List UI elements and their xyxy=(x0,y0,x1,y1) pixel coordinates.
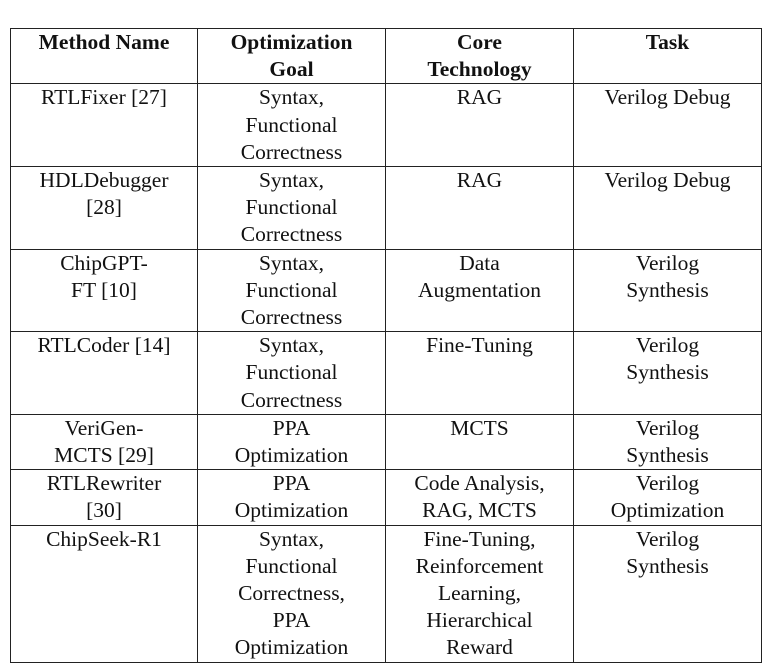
cell-text: Fine-Tuning, xyxy=(423,526,536,551)
cell-text: Functional xyxy=(245,112,338,137)
cell-text: Fine-Tuning xyxy=(426,333,533,358)
cell-text: VeriGen- xyxy=(64,415,144,440)
cell-text: RAG xyxy=(456,85,503,110)
table-row xyxy=(11,414,762,469)
cell-text: Syntax, xyxy=(258,85,325,110)
cell-text: PPA xyxy=(272,608,311,633)
cell-task xyxy=(574,470,762,525)
cell-text: HDLDebugger xyxy=(39,168,169,193)
table-row xyxy=(11,470,762,525)
cell-method-name xyxy=(11,84,198,167)
cell-text: Correctness, xyxy=(238,581,345,606)
cell-text: Hierarchical xyxy=(426,608,533,633)
header-task xyxy=(574,29,762,84)
cell-optimization-goal xyxy=(198,249,386,332)
cell-text: MCTS xyxy=(450,415,509,440)
header-optimization-goal xyxy=(198,29,386,84)
cell-text: Learning, xyxy=(438,581,521,606)
table-body xyxy=(11,84,762,662)
cell-text: Optimization xyxy=(234,635,349,660)
cell-core-technology xyxy=(386,167,574,250)
cell-method-name xyxy=(11,249,198,332)
cell-text: Functional xyxy=(245,360,338,385)
header-text: Goal xyxy=(269,57,314,82)
header-text: Method Name xyxy=(38,30,170,54)
cell-text: FT [10] xyxy=(71,277,137,302)
cell-method-name xyxy=(11,525,198,662)
cell-method-name xyxy=(11,167,198,250)
cell-text: ChipGPT- xyxy=(60,250,148,275)
cell-text: Reward xyxy=(446,635,513,660)
header-text: Task xyxy=(645,30,690,54)
cell-text: Syntax, xyxy=(258,168,325,193)
header-core-technology xyxy=(386,29,574,84)
cell-task xyxy=(574,84,762,167)
header-text: Optimization xyxy=(230,30,353,54)
cell-optimization-goal xyxy=(198,84,386,167)
table-row xyxy=(11,249,762,332)
cell-text: Synthesis xyxy=(626,553,709,578)
cell-core-technology xyxy=(386,470,574,525)
cell-text: Synthesis xyxy=(626,277,709,302)
cell-core-technology xyxy=(386,332,574,415)
cell-text: PPA xyxy=(272,471,311,496)
cell-text: RTLFixer [27] xyxy=(41,85,167,110)
cell-text: PPA xyxy=(272,415,311,440)
cell-text: Functional xyxy=(245,195,338,220)
cell-text: RAG, MCTS xyxy=(422,498,537,523)
cell-text: Verilog xyxy=(635,526,700,551)
cell-task xyxy=(574,332,762,415)
header-method-name xyxy=(11,29,198,84)
cell-text: Verilog Debug xyxy=(604,168,731,193)
cell-text: RTLCoder [14] xyxy=(37,333,171,358)
table-row xyxy=(11,167,762,250)
cell-optimization-goal xyxy=(198,525,386,662)
cell-text: Verilog xyxy=(635,471,700,496)
cell-optimization-goal xyxy=(198,167,386,250)
header-row xyxy=(11,29,762,84)
cell-task xyxy=(574,414,762,469)
cell-text: Correctness xyxy=(240,387,343,412)
cell-text: Verilog xyxy=(635,415,700,440)
cell-method-name xyxy=(11,414,198,469)
cell-text: Correctness xyxy=(240,139,343,164)
cell-text: Functional xyxy=(245,553,338,578)
cell-text: Optimization xyxy=(234,443,349,468)
cell-text: [30] xyxy=(86,498,122,523)
cell-text: Code Analysis, xyxy=(414,471,545,496)
header-text: Technology xyxy=(427,57,532,82)
header-text: Core xyxy=(457,30,502,54)
cell-method-name xyxy=(11,332,198,415)
cell-core-technology xyxy=(386,525,574,662)
cell-core-technology xyxy=(386,84,574,167)
cell-text: Correctness xyxy=(240,222,343,247)
cell-text: Verilog xyxy=(635,333,700,358)
cell-optimization-goal xyxy=(198,414,386,469)
table-row xyxy=(11,332,762,415)
cell-text: Verilog xyxy=(635,250,700,275)
cell-text: ChipSeek-R1 xyxy=(46,526,162,551)
table-row xyxy=(11,84,762,167)
cell-text: Syntax, xyxy=(258,250,325,275)
cell-text: MCTS [29] xyxy=(54,443,154,468)
cell-text: Syntax, xyxy=(258,526,325,551)
cell-method-name xyxy=(11,470,198,525)
cell-text: Reinforcement xyxy=(415,553,544,578)
cell-text: [28] xyxy=(86,195,122,220)
cell-optimization-goal xyxy=(198,470,386,525)
cell-text: Verilog Debug xyxy=(604,85,731,110)
cell-text: Synthesis xyxy=(626,360,709,385)
cell-text: Functional xyxy=(245,277,338,302)
cell-task xyxy=(574,249,762,332)
comparison-table xyxy=(10,28,762,663)
cell-text: Optimization xyxy=(234,498,349,523)
cell-text: Correctness xyxy=(240,305,343,330)
cell-text: Synthesis xyxy=(626,443,709,468)
cell-text: Syntax, xyxy=(258,333,325,358)
cell-text: RTLRewriter xyxy=(46,471,162,496)
cell-task xyxy=(574,167,762,250)
cell-core-technology xyxy=(386,414,574,469)
cell-task xyxy=(574,525,762,662)
cell-core-technology xyxy=(386,249,574,332)
cell-text: Data xyxy=(459,250,500,275)
cell-text: Augmentation xyxy=(417,277,541,302)
table-row xyxy=(11,525,762,662)
cell-text: Optimization xyxy=(610,498,725,523)
cell-optimization-goal xyxy=(198,332,386,415)
cell-text: RAG xyxy=(456,168,503,193)
